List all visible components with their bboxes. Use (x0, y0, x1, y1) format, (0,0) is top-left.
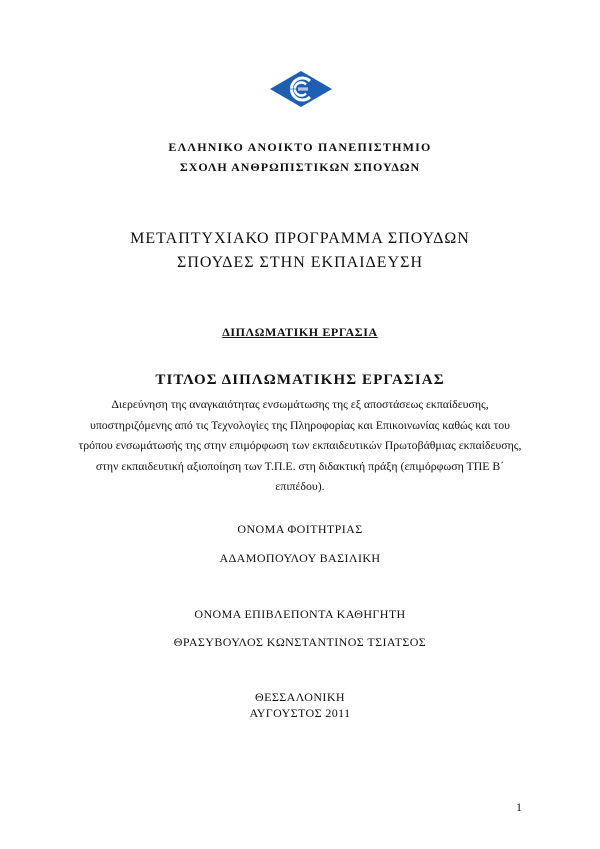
program-name: ΜΕΤΑΠΤΥΧΙΑΚΟ ΠΡΟΓΡΑΜΜΑ ΣΠΟΥΔΩΝ (130, 230, 470, 247)
title-heading: ΤΙΤΛΟΣ ΔΙΠΛΩΜΑΤΙΚΗΣ ΕΡΓΑΣΙΑΣ (155, 372, 445, 388)
supervisor-label: ΟΝΟΜΑ ΕΠΙΒΛΕΠΟΝΤΑ ΚΑΘΗΓΗΤΗ (194, 607, 406, 621)
page-number: 1 (516, 800, 522, 814)
supervisor-name: ΘΡΑΣΥΒΟΥΛΟΣ ΚΩΝΣΤΑΝΤΙΝΟΣ ΤΣΙΑΤΣΟΣ (173, 635, 427, 649)
university-logo-icon (269, 70, 333, 108)
student-label: ΟΝΟΜΑ ΦΟΙΤΗΤΡΙΑΣ (237, 522, 363, 536)
thesis-title-text: Διερεύνηση της αναγκαιότητας ενσωμάτωσης της εξ αποστάσεως εκπαίδευσης, υποστηριζόμενης από τις Τεχνολογίες της Πληροφορίας και Επικοινωνίας καθώς και του τρόπου ενσωμάτωσής της στην επιμόρφωση των εκπαιδευτικών Πρωτοβάθμιας εκπαίδευσης, στην εκπαιδευτική αξιοποίηση των Τ.Π.Ε. στη διδακτική πράξη (επιμόρφωση ΤΠΕ Β΄ επιπέδου). (78, 397, 522, 493)
specialization-name: ΣΠΟΥΔΕΣ ΣΤΗΝ ΕΚΠΑΙΔΕΥΣΗ (177, 254, 423, 271)
document-type: ΔΙΠΛΩΜΑΤΙΚΗ ΕΡΓΑΣΙΑ (222, 325, 378, 339)
city: ΘΕΣΣΑΛΟΝΙΚΗ (255, 690, 345, 704)
school-name: ΣΧΟΛΗ ΑΝΘΡΩΠΙΣΤΙΚΩΝ ΣΠΟΥΔΩΝ (179, 160, 421, 174)
student-name: ΑΔΑΜΟΠΟΥΛΟΥ ΒΑΣΙΛΙΚΗ (219, 551, 381, 565)
university-name: ΕΛΛΗΝΙΚΟ ΑΝΟΙΚΤΟ ΠΑΝΕΠΙΣΤΗΜΙΟ (168, 140, 432, 154)
date: ΑΥΓΟΥΣΤΟΣ 2011 (249, 706, 351, 720)
